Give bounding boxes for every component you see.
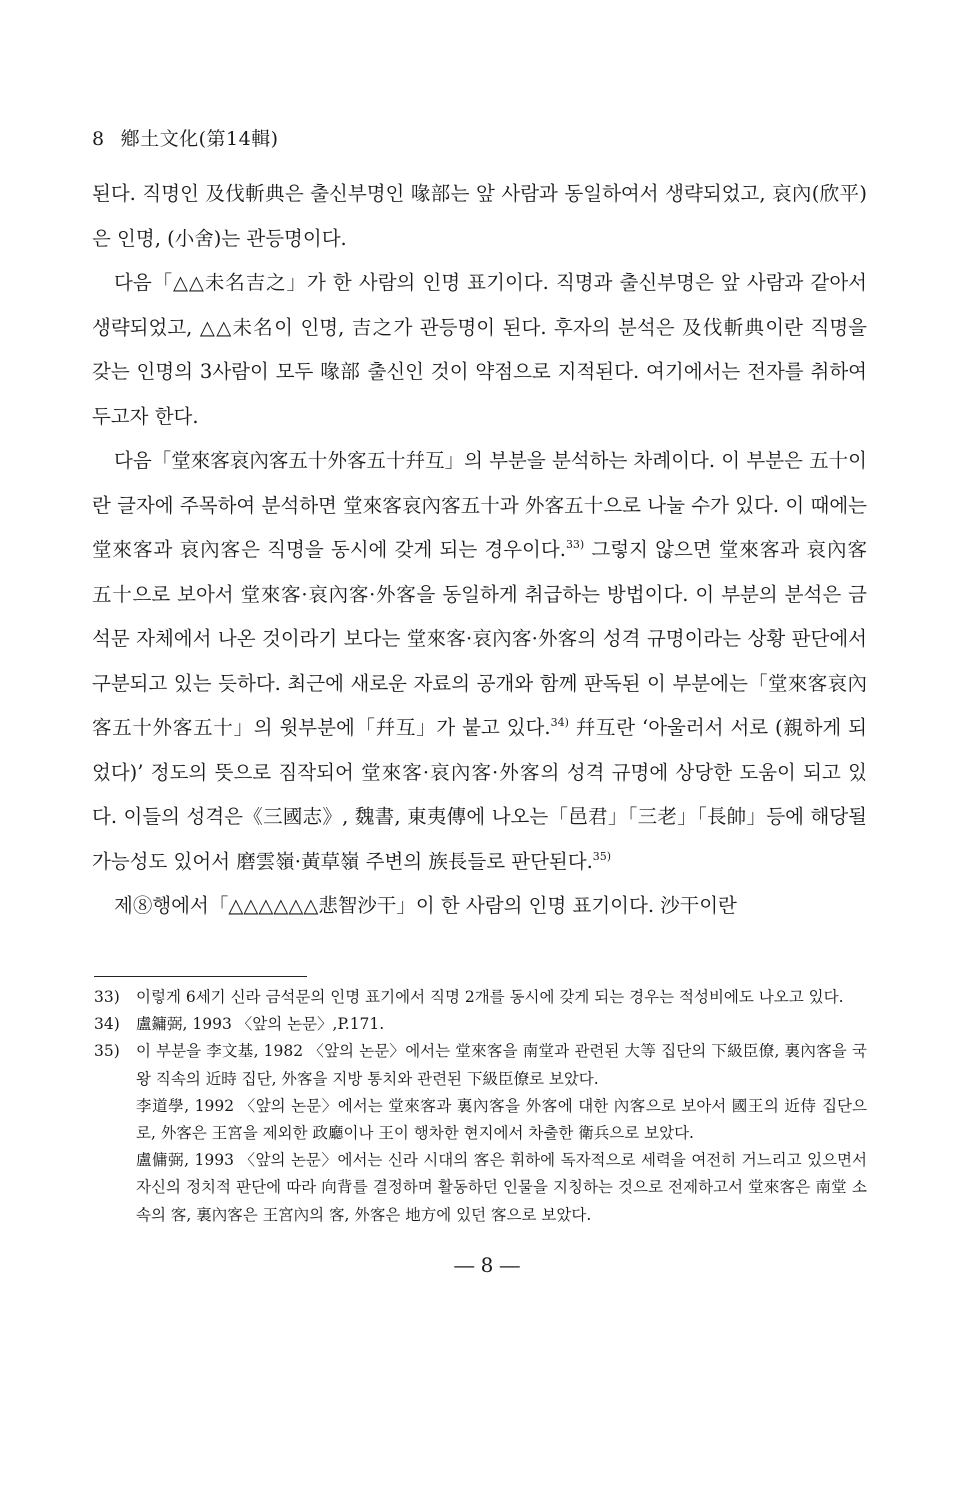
footnote-text: 盧鏞弼, 1993 〈앞의 논문〉,P.171. xyxy=(136,1015,385,1034)
journal-title: 鄕土文化(第14輯) xyxy=(120,128,279,150)
footnotes xyxy=(94,984,867,1229)
page-footer: ― 8 ― xyxy=(454,1253,520,1277)
body-text xyxy=(92,172,867,929)
paragraph-2: 다음「△△未名吉之」가 한 사람의 인명 표기이다. 직명과 출신부명은 앞 사람과 같아서 생략되었고, △△未名이 인명, 吉之가 관등명이 된다. 후자의 분석은 及伐斬典이란 직명을 갖는 인명의 3사람이 모두 喙部 출신인 것이 약점으로 지적된다. 여기에서는 전자를 취하여 두고자 한다. xyxy=(92,271,867,428)
footnote-ref-33[interactable]: 33) xyxy=(565,538,585,551)
paragraph-3-part-c: 幷互란 ‘아울러서 서로 (親하게 되었다)’ 정도의 뜻으로 짐작되어 堂來客·哀內客·外客의 성격 규명에 상당한 도움이 되고 있다. 이들의 성격은《三國志》, 魏書, 東夷傳에 나오는「邑君」「三老」「長帥」등에 해당될 가능성도 있어서 磨雲嶺·黃草嶺 주변의 族長들로 판단된다. xyxy=(92,716,868,873)
footnote-ref-34[interactable]: 34) xyxy=(550,716,569,729)
paragraph-3-part-b: 그렇지 않으면 堂來客과 哀內客 五十으로 보아서 堂來客·哀內客·外客을 동일하게 취급하는 방법이다. 이 부분의 분석은 금석문 자체에서 나온 것이라기 보다는 堂來客·哀內客·外客의 성격 규명이라는 상황 판단에서 구분되고 있는 듯하다. 최근에 새로운 자료의 공개와 함께 판독된 이 부분에는「堂來客哀內客五十外客五十」의 윗부분에「幷互」가 붙고 있다. xyxy=(92,538,867,739)
footnote-text: 이 부분을 李文基, 1982 〈앞의 논문〉에서는 堂來客을 南堂과 관련된 大等 집단의 下級臣僚, 裏內客을 국왕 직속의 近時 집단, 外客을 지방 통치와 관련된 下級臣僚로 보았다. xyxy=(136,1042,867,1088)
running-header xyxy=(92,124,279,151)
paragraph-3-part-a: 다음「堂來客哀內客五十外客五十幷互」의 부분을 분석하는 차례이다. 이 부분은 五十이란 글자에 주목하여 분석하면 堂來客哀內客五十과 外客五十으로 나눌 수가 있다. 이 때에는 堂來客과 哀內客은 직명을 동시에 갖게 되는 경우이다. xyxy=(92,449,867,561)
footnote-ref-35[interactable]: 35) xyxy=(592,849,612,863)
footnote-text-group xyxy=(136,1038,867,1228)
footnote-text-2: 李道學, 1992 〈앞의 논문〉에서는 堂來客과 裏內客을 外客에 대한 內客으로 보아서 國王의 近侍 집단으로, 外客은 王宮을 제외한 政廳이나 王이 행차한 현지에서 차출한 衛兵으로 보았다. xyxy=(136,1096,867,1143)
footnote-number: 35) xyxy=(94,1042,120,1061)
paragraph-1: 된다. 직명인 及伐斬典은 출신부명인 喙部는 앞 사람과 동일하여서 생략되었고, 哀內(欣平)은 인명, (小舍)는 관등명이다. xyxy=(92,182,867,250)
header-page-number: 8 xyxy=(92,128,105,150)
footnote-text-3: 盧傭弼, 1993 〈앞의 논문〉에서는 신라 시대의 客은 휘하에 독자적으로 세력을 여전히 거느리고 있으면서 자신의 정치적 판단에 따라 向背를 결정하며 활동하던 인물을 지칭하는 것으로 전제하고서 堂來客은 南堂 소속의 客, 裏內客은 王宮內의 客, 外客은 地方에 있던 客으로 보았다. xyxy=(136,1151,867,1224)
footnote-34 xyxy=(94,1011,867,1038)
paragraph-3 xyxy=(92,439,867,884)
footnote-number: 34) xyxy=(94,1015,120,1034)
footnote-divider xyxy=(94,976,307,977)
paragraph-4: 제⑧행에서「△△△△△△悲智沙干」이 한 사람의 인명 표기이다. 沙干이란 xyxy=(114,894,737,917)
footnote-35 xyxy=(94,1038,867,1228)
footnote-33 xyxy=(94,984,867,1011)
footnote-number: 33) xyxy=(94,988,120,1006)
footnote-text: 이렇게 6세기 신라 금석문의 인명 표기에서 직명 2개를 동시에 갖게 되는 경우는 적성비에도 나오고 있다. xyxy=(136,988,844,1006)
